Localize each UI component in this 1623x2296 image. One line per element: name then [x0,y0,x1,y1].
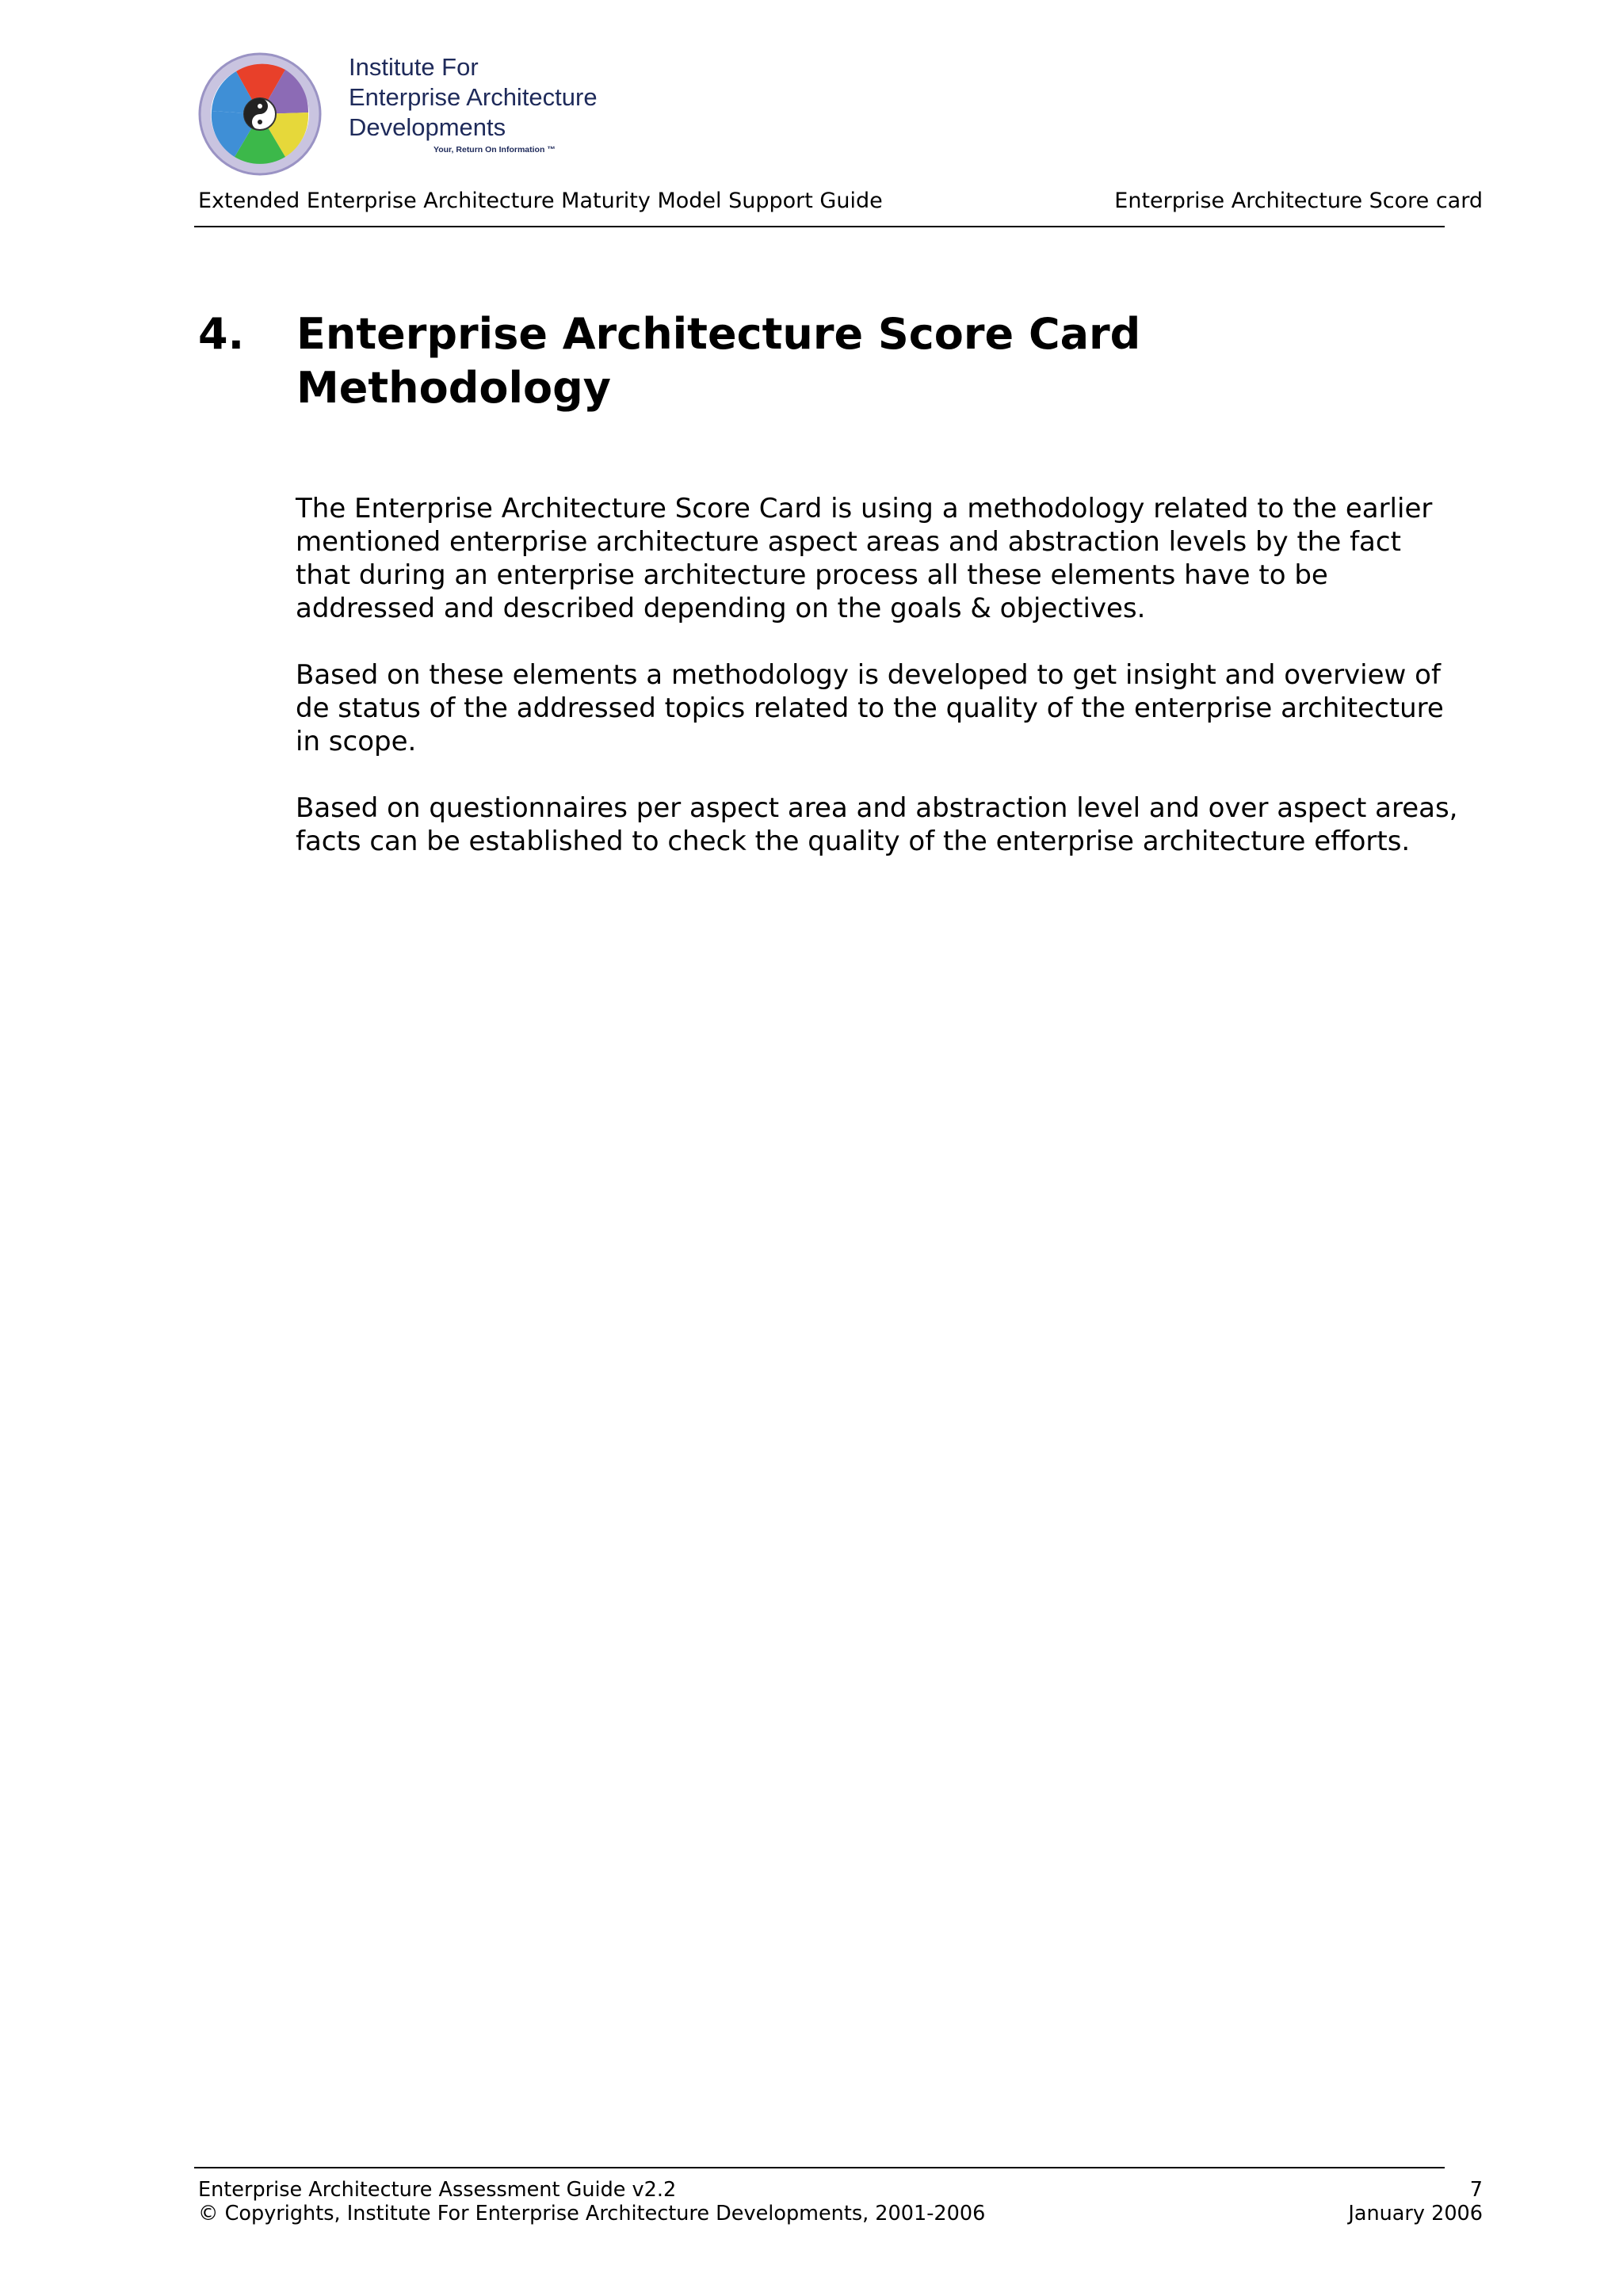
logo-wheel-icon [198,52,325,176]
logo-name-line-1: Institute For [349,53,479,81]
institute-logo [198,52,610,176]
header-divider [194,226,1445,227]
footer-right [1348,2178,1483,2225]
body-text [296,492,1461,891]
logo-text [349,52,598,154]
footer-document-title: Enterprise Architecture Assessment Guide v2.2 [198,2178,677,2202]
logo-name-line-2: Enterprise Architecture [349,83,598,111]
footer-date: January 2006 [1348,2202,1483,2225]
page-number: 7 [1469,2178,1483,2202]
footer-copyright: © Copyrights, Institute For Enterprise Architecture Developments, 2001-2006 [198,2202,986,2225]
chapter-number: 4. [198,309,245,359]
paragraph: Based on questionnaires per aspect area and abstraction level and over aspect areas, facts can be established to check the quality of the enterprise architecture efforts. [296,792,1458,857]
logo-tagline: Your, Return On Information ™ [433,145,556,154]
footer-left [198,2178,985,2225]
running-header-left: Extended Enterprise Architecture Maturity Model Support Guide [198,189,883,213]
running-header-right: Enterprise Architecture Score card [1114,189,1483,213]
paragraph: The Enterprise Architecture Score Card is using a methodology related to the earlier mentioned enterprise architecture aspect areas and abstraction levels by the fact that during an enterprise architecture process all these elements have to be addressed and described depending on the goals & objectives. [296,493,1433,624]
paragraph: Based on these elements a methodology is developed to get insight and overview of de status of the addressed topics related to the quality of the enterprise architecture in scope. [296,659,1444,757]
chapter-title: Enterprise Architecture Score Card Methodology [296,309,1141,413]
logo-name-line-3: Developments [349,113,506,141]
footer-divider [194,2167,1445,2168]
